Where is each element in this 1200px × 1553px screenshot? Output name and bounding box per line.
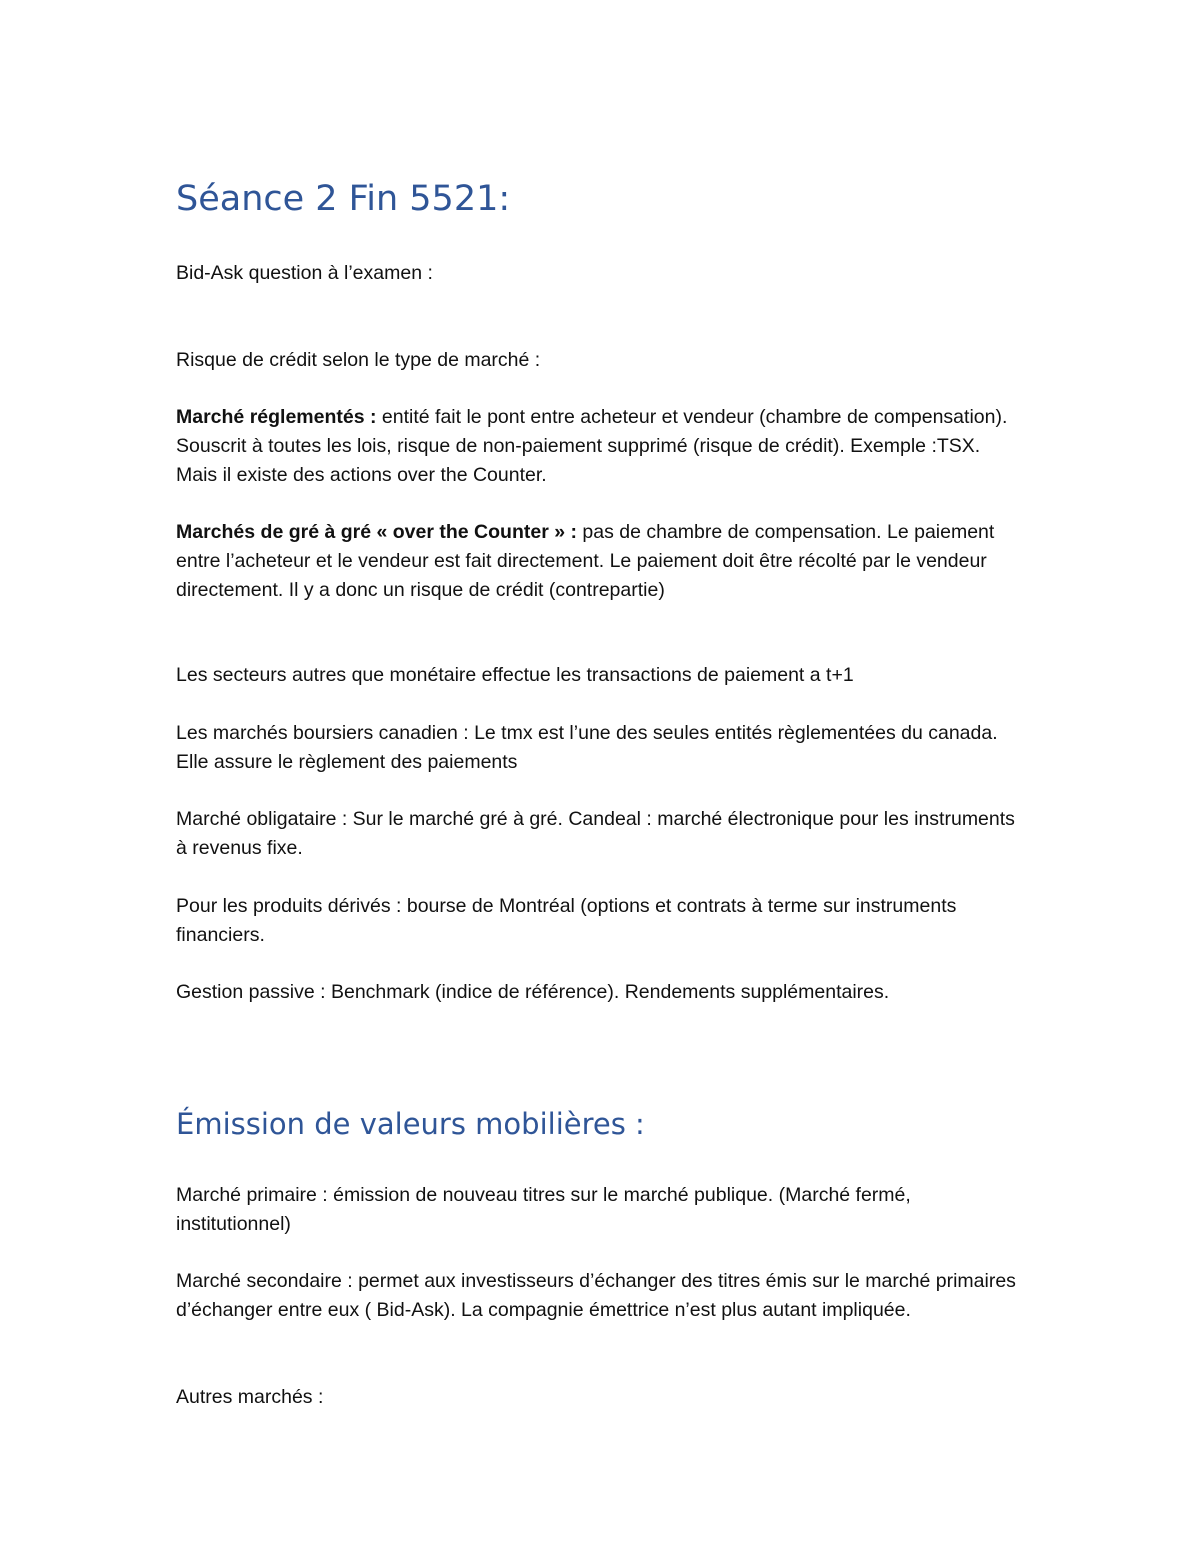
otc-market-text: pas de chambre de compensation. Le paiement entre l’acheteur et le vendeur est fait directement. Le paiement doit être récolté par le vendeur directement. Il y a donc un risque de crédit (contrepartie) — [176, 521, 995, 601]
sectors-paragraph: Les secteurs autres que monétaire effectue les transactions de paiement a t+1 — [176, 664, 854, 686]
regulated-market-paragraph — [176, 403, 1026, 490]
regulated-market-text: entité fait le pont entre acheteur et vendeur (chambre de compensation). Souscrit à toutes les lois, risque de non-paiement supprimé (risque de crédit). Exemple :TSX. Mais il existe des actions over the Counter. — [176, 406, 1008, 486]
page-title: Séance 2 Fin 5521: — [176, 179, 511, 219]
otc-market-label: Marchés de gré à gré « over the Counter » : — [176, 521, 577, 543]
canadian-markets-paragraph: Les marchés boursiers canadien : Le tmx est l’une des seules entités règlementées du canada. Elle assure le règlement des paiements — [176, 722, 998, 773]
bid-ask-paragraph: Bid-Ask question à l’examen : — [176, 262, 433, 284]
bond-market-paragraph: Marché obligataire : Sur le marché gré à gré. Candeal : marché électronique pour les instruments à revenus fixe. — [176, 808, 1015, 859]
credit-risk-paragraph: Risque de crédit selon le type de marché : — [176, 349, 541, 371]
secondary-market-paragraph: Marché secondaire : permet aux investisseurs d’échanger des titres émis sur le marché primaires d’échanger entre eux ( Bid-Ask). La compagnie émettrice n’est plus autant impliquée. — [176, 1270, 1016, 1321]
passive-management-paragraph: Gestion passive : Benchmark (indice de référence). Rendements supplémentaires. — [176, 981, 890, 1003]
otc-market-paragraph — [176, 518, 1026, 605]
derivatives-paragraph: Pour les produits dérivés : bourse de Montréal (options et contrats à terme sur instruments financiers. — [176, 895, 957, 946]
regulated-market-label: Marché réglementés : — [176, 406, 377, 428]
other-markets-paragraph: Autres marchés : — [176, 1386, 324, 1408]
primary-market-paragraph: Marché primaire : émission de nouveau titres sur le marché publique. (Marché fermé, institutionnel) — [176, 1184, 911, 1235]
section-title-emission: Émission de valeurs mobilières : — [176, 1107, 645, 1141]
